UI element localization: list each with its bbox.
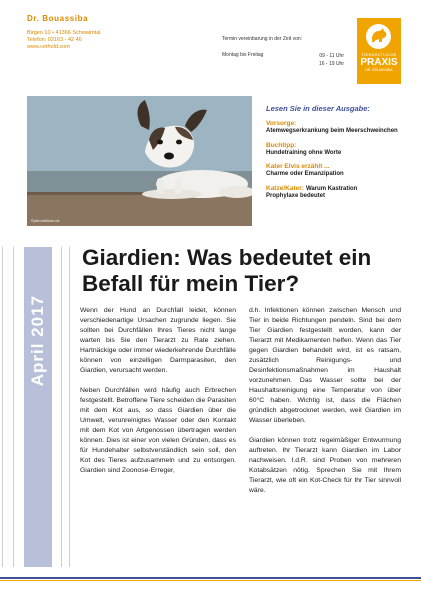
practice-address: Birgen 10 • 41366 Schwalmtal <box>27 30 101 36</box>
toc-item-head: Buchtipp: <box>266 141 297 149</box>
toc-item-head-row <box>266 185 406 194</box>
hours-morning: 09 - 11 Uhr <box>319 53 344 59</box>
toc-item[interactable] <box>266 142 406 158</box>
article-column-right <box>249 306 401 496</box>
footer-rule-blue <box>0 577 421 579</box>
band-line <box>61 247 62 567</box>
footer-rule-orange <box>0 580 421 581</box>
office-hours <box>222 36 344 68</box>
band-line <box>2 247 3 567</box>
hours-row <box>222 52 344 68</box>
hours-days: Montag bis Freitag <box>222 52 264 58</box>
article-column-left <box>80 306 236 476</box>
hours-afternoon: 16 - 19 Uhr <box>318 61 344 67</box>
toc-item-text: Prophylaxe bedeutet <box>266 193 326 199</box>
band-line <box>69 247 70 567</box>
hours-title: Termin vereinbarung in der Zeit von: <box>222 36 303 42</box>
issue-date-text: April 2017 <box>28 295 47 387</box>
toc-item-inline-text: Warum Kastration <box>305 185 358 192</box>
hours-times <box>319 52 344 68</box>
toc-item-text: Atemwegserkrankung beim Meerschweinchen <box>266 128 398 134</box>
toc-item[interactable] <box>266 163 406 179</box>
band-line <box>13 247 14 567</box>
toc-item-text: Charme oder Emanzipation <box>266 171 344 177</box>
paragraph: Giardien können trotz regelmäßiger Entwurmung auftreten. Ihr Tierarzt kann Giardien im Labor nachweisen. I.d.R. sind Proben von mehreren Kotabsätzen nötig. Sprechen Sie mit Ihrem Tierarzt, wie oft ein Kot-Check für Ihr Tier sinnvoll wäre. <box>249 437 401 494</box>
logo-sub-text: DR. BOUASSIBA <box>365 68 393 72</box>
toc-item[interactable] <box>266 185 406 201</box>
practice-contact <box>27 14 100 51</box>
toc-item-head: Katze/Kater: <box>266 184 304 192</box>
dog-photo <box>27 96 252 226</box>
practice-website[interactable]: www.cethold.com <box>27 44 70 50</box>
issue-date <box>24 251 52 431</box>
practice-phone: Telefon: 02163 - 42 46 <box>27 37 82 43</box>
dog-illustration <box>27 96 252 226</box>
dog-cat-silhouette-icon <box>370 28 387 43</box>
toc-title: Lesen Sie in dieser Ausgabe: <box>266 104 370 113</box>
logo-main-text: PRAXIS <box>360 57 398 68</box>
paragraph: Neben Durchfällen wird häufig auch Erbrechen festgestellt. Betroffene Tiere scheiden die Parasiten mit dem Kot aus, so dass Giardien über die Umwelt, verunreinigtes Wasser oder den Kontakt mit dem Kot von Artgenossen übertragen werden können. Dies ist einer von vielen Gründen, dass es für Hundehalter selbstverständlich sein soll, den Kot des Tieres aufzusammeln und zu entsorgen. Giardien sind Zoonose-Erreger, <box>80 387 236 474</box>
paragraph: Wenn der Hund an Durchfall leidet, können verschiedenartige Ursachen zugrunde liegen. Sie sollten bei Durchfällen Ihres Tieres nicht lange warten bis Sie den Tierarzt zu Rate ziehen. Hartnäckige oder immer wiederkehrende Durchfälle können von einzelligen Darmparasiten, den Giardien, verursacht werden. <box>80 307 236 374</box>
logo-top-text: TIERÄRZTLICHE <box>361 52 397 57</box>
paragraph: d.h. Infektionen können zwischen Mensch und Tier in beide Richtungen pendeln. Sind bei dem Tier Giardien festgestellt worden, kann der Tierarzt mit Medikamenten helfen. Wenn das Tier gegen Giardien behandelt wird, ist es ratsam, zusätzlich Reinigungs- und Desinfektionsmaßnahmen im Haushalt vorzunehmen. Das Wasser sollte bei der Haushaltsreinigung eine Temperatur von über 60°C haben. Wichtig ist, dass die Flächen gründlich abgetrocknet werden, weil Giardien im Wasser überleben. <box>249 307 401 424</box>
photo-credit: ©pitronbilicer.de <box>31 218 60 223</box>
practice-logo <box>357 18 401 84</box>
logo-mark <box>357 18 401 51</box>
practice-name: Dr. Bouassiba <box>27 14 89 23</box>
issue-band <box>0 247 72 567</box>
toc-item[interactable] <box>266 120 406 136</box>
toc-item-head: Kater Elvis erzählt ... <box>266 163 330 170</box>
table-of-contents <box>266 104 406 207</box>
toc-item-head: Vorsorge: <box>266 120 297 127</box>
article-headline: Giardien: Was bedeutet ein Befall für mein Tier? <box>82 245 372 296</box>
toc-item-text: Hundetraining ohne Worte <box>266 149 342 156</box>
